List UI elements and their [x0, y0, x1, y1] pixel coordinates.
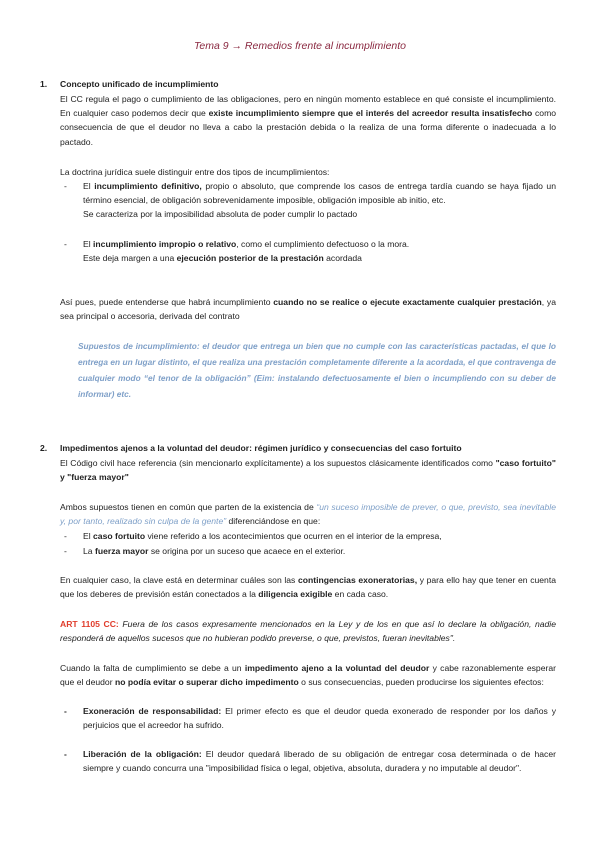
section-1-number: 1.: [40, 79, 48, 89]
section-2-heading: Impedimentos ajenos a la voluntad del deudor: régimen jurídico y consecuencias del caso fortuito: [60, 443, 462, 453]
section-2-paragraph-1: El Código civil hace referencia (sin mencionarlo explícitamente) a los supuestos clásicamente identificados como "caso fortuito" y "fuerza mayor": [60, 458, 556, 483]
article-1105-quote: ART 1105 CC: Fuera de los casos expresamente mencionados en la Ley y de los en que así lo declare la obligación, nadie responderá de aquellos sucesos que no hubieran podido preverse, o que, previstos, fueran inevitables".: [60, 619, 557, 644]
bullet-incumplimiento-impropio: El incumplimiento impropio o relativo, como el cumplimiento defectuoso o la mora. Este deja margen a una ejecución posterior de la prestación acordada: [83, 239, 410, 264]
section-1-paragraph-3: Así pues, puede entenderse que habrá incumplimiento cuando no se realice o ejecute exactamente cualquier prestación, ya sea principal o accesoria, derivada del contrato: [60, 297, 556, 322]
bullet-caso-fortuito: El caso fortuito viene referido a los acontecimientos que ocurren en el interior de la empresa,: [83, 531, 442, 541]
document-title: Tema 9 → Remedios frente al incumplimiento: [193, 40, 407, 52]
bullet-fuerza-mayor: La fuerza mayor se origina por un suceso que acaece en el exterior.: [83, 546, 346, 556]
bullet-exoneracion: Exoneración de responsabilidad: El primer efecto es que el deudor queda exonerado de responder por los daños y perjuicios que el acreedor ha sufrido.: [83, 706, 556, 731]
examples-note: Supuestos de incumplimiento: el deudor que entrega un bien que no cumple con las características pactadas, el que lo entrega en un lugar distinto, el que realiza una prestación completamente diferente a la acordada, el que contravenga de cualquier modo “el tenor de la obligación” (Eim: instalando defectuosamente el bien o incumpliendo con su deber de informar) etc.: [78, 341, 556, 399]
bullet-dash: -: [64, 181, 67, 191]
section-1-heading: Concepto unificado de incumplimiento: [60, 79, 219, 89]
section-1-paragraph-2: La doctrina jurídica suele distinguir entre dos tipos de incumplimientos:: [60, 167, 330, 177]
section-2-paragraph-2: Ambos supuestos tienen en común que parten de la existencia de “un suceso imposible de prever, o que, previsto, sea inevitable y, por tanto, realizado sin culpa de la gente” diferenciándose en que:: [60, 502, 556, 527]
bullet-dash: -: [64, 546, 67, 556]
bullet-dash: -: [64, 706, 67, 716]
section-2-paragraph-4: Cuando la falta de cumplimiento se debe a un impedimento ajeno a la voluntad del deudor y cabe razonablemente esperar que el deudor no podía evitar o superar dicho impedimento o sus consecuencias, pueden producirse los siguientes efectos:: [60, 663, 556, 688]
bullet-dash: -: [64, 531, 67, 541]
bullet-liberacion: Liberación de la obligación: El deudor quedará liberado de su obligación de entregar cosa determinada o de hacer siempre y cuando concurra una "imposibilidad física o legal, objetiva, absoluta, duradera y no imputable al deudor".: [83, 749, 556, 774]
section-1-paragraph-1: El CC regula el pago o cumplimiento de las obligaciones, pero en ningún momento establece en qué consiste el incumplimiento. En cualquier caso podemos decir que existe incumplimiento siempre que el interés del acreedor resulta insatisfecho como consecuencia de que el deudor no lleva a cabo la prestación debida o la realiza de una forma diferente o inadecuada a lo pactado.: [60, 94, 557, 147]
section-2-paragraph-3: En cualquier caso, la clave está en determinar cuáles son las contingencias exoneratorias, y para ello hay que tener en cuenta que los deberes de previsión están conectados a la diligencia exigible en cada caso.: [60, 575, 557, 600]
bullet-incumplimiento-definitivo: El incumplimiento definitivo, propio o absoluto, que comprende los casos de entrega tardía cuando se haya fijado un término esencial, de obligación sobrevenidamente imposible, obligación imposible ab initio, etc. Se caracteriza por la imposibilidad absoluta de poder cumplir lo pactado: [83, 181, 556, 220]
bullet-dash: -: [64, 749, 67, 759]
article-label: ART 1105 CC:: [60, 619, 119, 629]
bullet-dash: -: [64, 239, 67, 249]
section-2-number: 2.: [40, 443, 48, 453]
